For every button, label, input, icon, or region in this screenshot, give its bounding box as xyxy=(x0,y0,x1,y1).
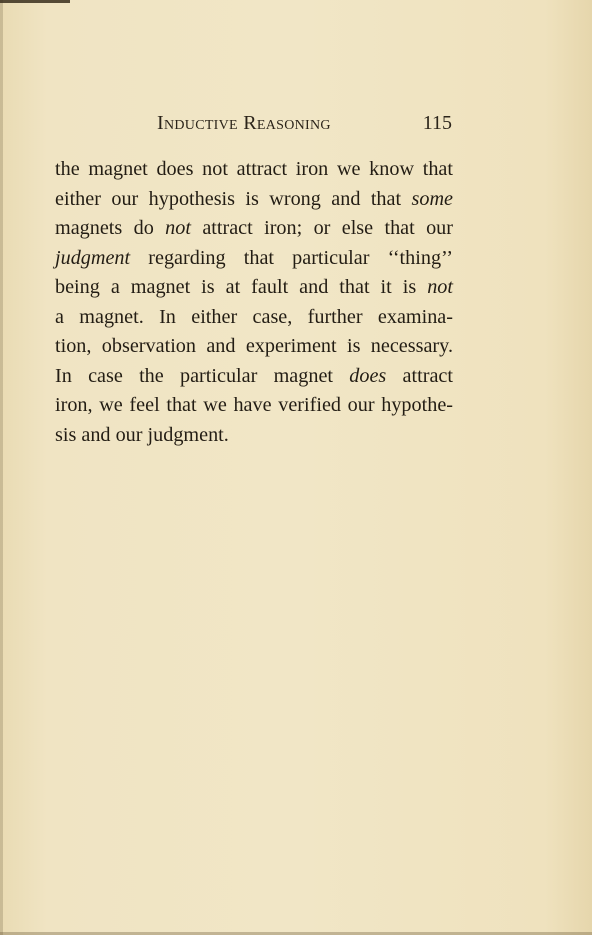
body-paragraph xyxy=(55,155,453,450)
page-number: 115 xyxy=(422,112,452,134)
running-head-title: Inductive Reasoning xyxy=(157,112,331,134)
italic-segment: does xyxy=(349,364,387,387)
text-segment: tion, observation and experiment is necessary. xyxy=(55,335,453,357)
text-segment: being a magnet is at fault and that it is xyxy=(55,276,428,298)
page-top-edge-mark xyxy=(0,0,70,3)
italic-segment: some xyxy=(411,187,453,210)
text-line xyxy=(55,421,453,451)
text-line xyxy=(55,391,453,421)
text-segment: In case the particular magnet xyxy=(55,364,350,387)
text-segment: regarding that particular ‘‘thing’’ xyxy=(130,246,453,269)
italic-segment: not xyxy=(427,276,453,298)
italic-segment: judgment xyxy=(55,246,131,269)
text-segment: attract iron; or else that our xyxy=(190,217,453,239)
text-line xyxy=(55,362,453,392)
text-segment: magnets do xyxy=(55,217,166,239)
text-line xyxy=(55,244,453,274)
italic-segment: not xyxy=(165,217,191,239)
text-segment: iron, we feel that we have verified our hypothe- xyxy=(55,394,453,416)
text-segment: either our hypothesis is wrong and that xyxy=(55,187,412,210)
running-head xyxy=(60,112,452,142)
text-line xyxy=(55,303,453,333)
text-segment: the magnet does not attract iron we know that xyxy=(55,158,453,180)
text-line xyxy=(55,214,453,244)
text-segment: a magnet. In either case, further examina- xyxy=(55,305,453,328)
text-line xyxy=(55,155,453,185)
page-left-edge xyxy=(0,0,3,935)
text-line xyxy=(55,185,453,215)
text-line xyxy=(55,273,453,303)
text-line xyxy=(55,332,453,362)
text-segment: sis and our judgment. xyxy=(55,423,229,446)
text-segment: attract xyxy=(386,364,453,387)
